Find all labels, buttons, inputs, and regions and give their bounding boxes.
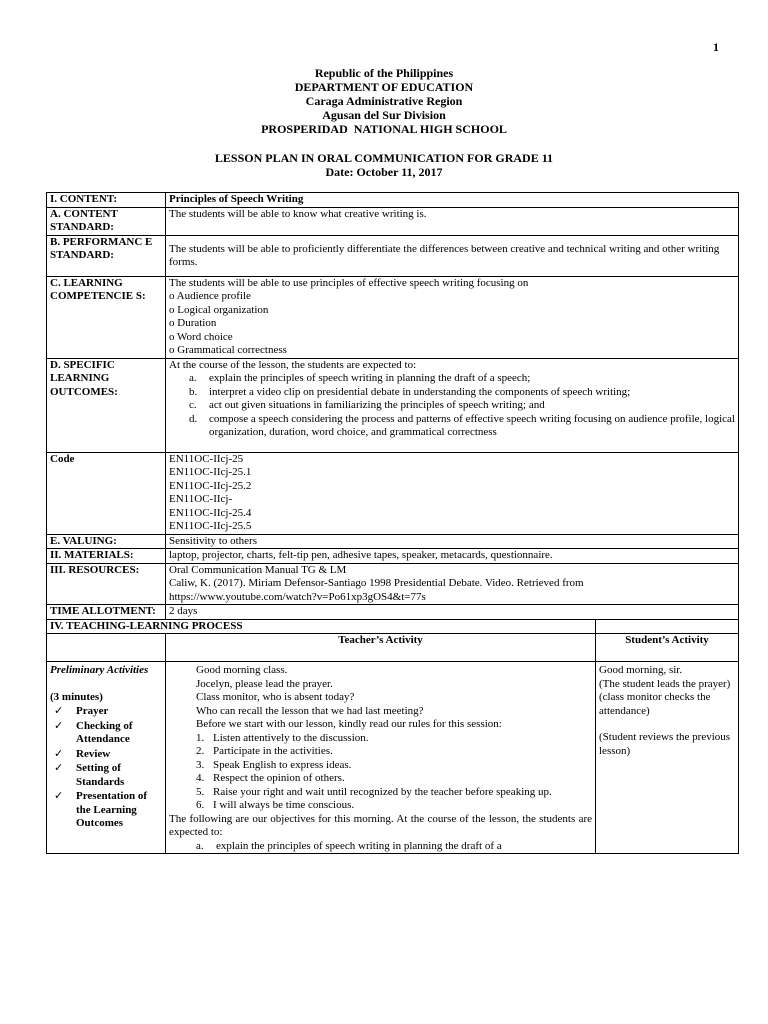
teacher-line: Class monitor, who is absent today? (196, 691, 355, 703)
teacher-line: Who can recall the lesson that we had last meeting? (196, 704, 424, 717)
row-outcomes (47, 358, 739, 452)
preliminary-cell (47, 662, 166, 854)
checklist-item: ✓ Checking of Attendance (54, 718, 133, 745)
competencies-value (166, 276, 739, 358)
teacher-activity-cell (166, 662, 596, 854)
teacher-activity-header: Teacher’s Activity (166, 634, 596, 662)
competency-item: o Duration (169, 317, 217, 329)
row-code (47, 452, 739, 534)
student-line: Good morning, sir. (599, 664, 683, 676)
teacher-line: Before we start with our lesson, kindly read our rules for this session: (196, 718, 502, 730)
process-heading: IV. TEACHING-LEARNING PROCESS (47, 619, 596, 634)
rule-item: 5. Raise your right and wait until recognized by the teacher before speaking up. (196, 785, 552, 798)
lesson-plan-title-block (0, 151, 768, 179)
checklist-item: ✓ Setting of Standards (54, 761, 125, 788)
rule-item: 4. Respect the opinion of others. (196, 772, 345, 784)
activity-header-blank (47, 634, 166, 662)
code-value (166, 452, 739, 534)
outcomes-label: D. SPECIFIC LEARNING OUTCOMES: (47, 358, 166, 452)
competency-item: o Grammatical correctness (169, 344, 287, 356)
student-line: (Student reviews the previous lesson) (599, 731, 731, 757)
rule-item: 2. Participate in the activities. (196, 745, 333, 757)
row-preliminary (47, 662, 739, 854)
checklist-item: ✓ Presentation of the Learning Outcomes (54, 789, 147, 829)
page-number: 1 (713, 40, 719, 54)
row-resources (47, 563, 739, 605)
objectives-intro: The following are our objectives for this morning. At the course of the lesson, the students are expected to: (169, 812, 592, 838)
row-valuing (47, 534, 739, 549)
code-item: EN11OC-IIcj-25 (169, 452, 244, 465)
content-standard-value: The students will be able to know what creative writing is. (166, 207, 739, 235)
competency-item: o Logical organization (169, 303, 269, 316)
code-item: EN11OC-IIcj-25.1 (169, 466, 252, 478)
checkmark-icon: ✓ (54, 789, 64, 802)
checklist-item: ✓ Review (54, 746, 111, 760)
preliminary-time: (3 minutes) (50, 690, 103, 703)
student-line: (The student leads the prayer) (599, 677, 731, 690)
header-region: Caraga Administrative Region (305, 94, 463, 108)
checkmark-icon: ✓ (54, 746, 64, 760)
performance-standard-text: The students will be able to proficiently differentiate the differences between creative and technical writing and other writing forms. (169, 242, 720, 268)
outcome-item: b. interpret a video clip on presidential debate in understanding the components of speech writing; (189, 385, 631, 398)
time-value: 2 days (166, 605, 739, 620)
code-item: EN11OC-IIcj-25.5 (169, 520, 252, 532)
valuing-value: Sensitivity to others (166, 534, 739, 549)
content-value: Principles of Speech Writing (166, 193, 739, 208)
process-heading-blank (596, 619, 739, 634)
code-item: EN11OC-IIcj- (169, 493, 233, 505)
row-materials (47, 549, 739, 564)
competency-item: o Audience profile (169, 290, 251, 302)
code-item: EN11OC-IIcj-25.4 (169, 506, 252, 519)
outcome-item: a. explain the principles of speech writing in planning the draft of a speech; (189, 372, 531, 384)
code-label: Code (47, 452, 166, 534)
row-time (47, 605, 739, 620)
rule-item: 6. I will always be time conscious. (196, 799, 355, 811)
lesson-plan-table (46, 192, 739, 854)
row-content-standard (47, 207, 739, 235)
outcome-item: c. act out given situations in familiarizing the principles of speech writing; and (189, 399, 545, 411)
checkmark-icon: ✓ (54, 718, 64, 732)
lesson-plan-title: LESSON PLAN IN ORAL COMMUNICATION FOR GRADE 11 (214, 151, 554, 165)
checkmark-icon: ✓ (54, 761, 64, 774)
header-school: PROSPERIDAD NATIONAL HIGH SCHOOL (261, 122, 507, 136)
rule-item: 3. Speak English to express ideas. (196, 758, 352, 771)
resources-value (166, 563, 739, 605)
header-republic: Republic of the Philippines (314, 66, 454, 80)
header-division: Agusan del Sur Division (322, 108, 446, 122)
performance-standard-label: B. PERFORMANC E STANDARD: (47, 235, 166, 276)
outcomes-value (166, 358, 739, 452)
teacher-line: Jocelyn, please lead the prayer. (196, 677, 333, 690)
materials-label: II. MATERIALS: (47, 549, 166, 564)
row-performance-standard (47, 235, 739, 276)
competencies-intro: The students will be able to use principles of effective speech writing focusing on (169, 276, 529, 289)
rules-list (169, 732, 592, 813)
preliminary-title: Preliminary Activities (50, 664, 149, 676)
document-header (0, 66, 768, 136)
resources-label: III. RESOURCES: (47, 563, 166, 605)
rule-item: 1. Listen attentively to the discussion. (196, 731, 369, 744)
row-content (47, 193, 739, 208)
lesson-plan-date: Date: October 11, 2017 (325, 165, 443, 179)
competency-item: o Word choice (169, 330, 233, 343)
objective-item: a. explain the principles of speech writing in planning the draft of a (196, 839, 502, 852)
student-activity-header: Student’s Activity (596, 634, 739, 662)
resource-manual: Oral Communication Manual TG & LM (169, 563, 347, 576)
checklist-item: ✓ Prayer (54, 704, 109, 717)
outcomes-intro: At the course of the lesson, the students are expected to: (169, 358, 417, 371)
checkmark-icon: ✓ (54, 704, 64, 717)
performance-standard-value (166, 235, 739, 276)
materials-value: laptop, projector, charts, felt-tip pen, adhesive tapes, speaker, metacards, questionnaire. (166, 549, 739, 564)
row-process-heading (47, 619, 739, 634)
student-activity-cell (596, 662, 739, 854)
resource-url: https://www.youtube.com/watch?v=Po61xp3gOS4&t=77s (169, 590, 426, 603)
teacher-line: Good morning class. (196, 664, 288, 676)
competencies-label: C. LEARNING COMPETENCIE S: (47, 276, 166, 358)
code-item: EN11OC-IIcj-25.2 (169, 479, 252, 492)
time-label: TIME ALLOTMENT: (47, 605, 166, 620)
row-competencies (47, 276, 739, 358)
content-standard-label: A. CONTENT STANDARD: (47, 207, 166, 235)
student-line-spacer (599, 718, 735, 731)
content-label: I. CONTENT: (47, 193, 166, 208)
row-activity-headers (47, 634, 739, 662)
outcome-item: d. compose a speech considering the process and patterns of effective speech writing focusing on audience profile, logical organization, duration, word choice, and grammatical correctness (189, 412, 735, 438)
student-line: (class monitor checks the attendance) (599, 691, 711, 717)
valuing-label: E. VALUING: (47, 534, 166, 549)
resource-citation: Caliw, K. (2017). Miriam Defensor-Santiago 1998 Presidential Debate. Video. Retrieved from (169, 577, 584, 589)
header-department: DEPARTMENT OF EDUCATION (294, 80, 474, 94)
